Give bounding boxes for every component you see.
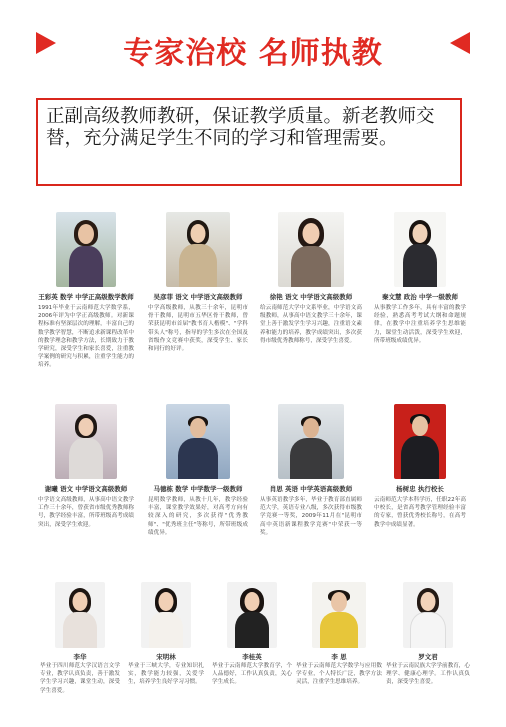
teacher-photo	[55, 404, 117, 479]
teacher-name: 李 思	[331, 653, 347, 661]
teacher-card	[372, 212, 468, 382]
teacher-name: 王彩英 数学 中学正高级数学教师	[38, 293, 134, 301]
teacher-desc: 给云南师范大学中文系毕业，中学语文高级教师，从事高中语文教学三十余年，课堂上善于激发学生学习兴趣，注重语文素养和能力的培养，教学成绩突出，多次获得市级优秀教师称号，深受学生喜爱。	[260, 305, 362, 344]
teacher-desc: 毕业于三峡大学，专业知识扎实，教学能力较强，关爱学生，培养学生良好学习习惯。	[128, 663, 204, 686]
teacher-desc: 中学高级教师，从教三十余年，昆明市骨干教师，昆明市五华区骨干教师，曾荣获昆明市首届"教书育人楷模"、"学科带头人"称号，指导的学生多次在全国及省级作文竞赛中获奖，深受学生、家长和同行的好评。	[148, 305, 248, 353]
teacher-card	[296, 582, 382, 722]
teacher-card	[258, 212, 364, 382]
teacher-photo	[394, 212, 446, 287]
teacher-name: 秦文慧 政治 中学一级教师	[381, 293, 459, 301]
intro-text: 正副高级教师教研，保证教学质量。新老教师交替，充分满足学生不同的学习和管理需要。	[46, 106, 435, 149]
teacher-card	[36, 212, 136, 382]
teacher-desc: 1991年毕业于云南师范大学数学系，2006年评为中学正高级教师。对新课程标准有坚深层次的理解，丰富自己的数学教学智慧，不断追求新课程改革中的教学理念和教学方法，长期致力于教学研究，深受学生和家长喜爱，注重教学案例的研究与积累，注重学生能力的培养。	[38, 305, 134, 369]
teacher-photo	[312, 582, 366, 648]
teacher-card	[128, 582, 204, 722]
teacher-card	[146, 404, 250, 574]
teacher-card	[40, 582, 120, 722]
teacher-card	[372, 404, 468, 574]
teacher-name: 谢曦 语文 中学语文高级教师	[44, 485, 128, 493]
teacher-photo	[278, 212, 344, 287]
teacher-desc: 从事教学工作多年，具有丰富的教学经验，熟悉高考考试大纲和命题规律，在教学中注重培养学生思维能力，课堂生动活泼，深受学生欢迎，所带班级成绩优异。	[374, 305, 466, 344]
teacher-photo	[56, 212, 116, 287]
teacher-name: 李桂英	[242, 653, 262, 661]
teacher-photo	[166, 404, 230, 479]
teacher-photo	[278, 404, 344, 479]
teacher-name: 肖思 英语 中学英语高级教师	[269, 485, 353, 493]
teacher-desc: 昆明数学教师，从教十几年，教学经验丰富，课堂教学效果好，对高考方向有较深入的研究，多次获得"优秀教师"、"优秀班主任"等称号，所带班级成绩优异。	[148, 497, 248, 536]
teacher-card	[212, 582, 292, 722]
teacher-name: 马德栋 数学 中学数学一级教师	[153, 485, 243, 493]
teacher-photo	[55, 582, 105, 648]
teacher-name: 吴彦菲 语文 中学语文高级教师	[153, 293, 243, 301]
teacher-photo	[227, 582, 277, 648]
teacher-card	[146, 212, 250, 382]
teacher-name: 宋明林	[156, 653, 176, 661]
teacher-desc: 中学语文高级教师，从事高中语文教学工作三十余年，曾获省市级优秀教师称号，教学经验丰富，所带班级高考成绩突出，深受学生欢迎。	[38, 497, 134, 528]
teacher-card	[36, 404, 136, 574]
teacher-desc: 毕业于云南师范大学教育学，个人品德好，工作认真负责，关心学生成长。	[212, 663, 292, 686]
teacher-name: 李华	[73, 653, 87, 661]
teacher-desc: 毕业于四川师范大学汉语言文学专业，教学认真负责，善于激发学生学习兴趣，课堂生动，深受学生喜爱。	[40, 663, 120, 694]
teacher-photo	[403, 582, 453, 648]
teacher-desc: 从事英语教学多年，毕业于教育部直属师范大学，英语专业八级，多次获得市级教学竞赛一等奖，2009年11月在"昆明市高中英语新课程教学竞赛"中荣获一等奖。	[260, 497, 362, 536]
teacher-card	[386, 582, 470, 722]
teacher-photo	[394, 404, 446, 479]
title-bar	[0, 0, 506, 80]
teacher-name: 杨树忠 执行校长	[396, 485, 444, 493]
teacher-desc: 毕业于云南师范大学数学与应用数学专业，个人特长广泛，教学方法灵活，注重学生思维培养。	[296, 663, 382, 686]
teacher-desc: 云南师范大学本科学历，任职22年高中校长，是省高考教学管理经验丰富的专家，曾获优秀校长称号，在高考教学中成绩显著。	[374, 497, 466, 528]
teacher-name: 罗文君	[418, 653, 438, 661]
intro-box	[36, 98, 462, 186]
teacher-photo	[166, 212, 230, 287]
teacher-desc: 毕业于云南民族大学学前教育，心理学、健康心理学。工作认真负责，深受学生喜爱。	[386, 663, 470, 686]
teacher-photo	[141, 582, 191, 648]
teacher-card	[258, 404, 364, 574]
page-title: 专家治校 名师执教	[123, 36, 383, 71]
right-triangle-icon	[450, 32, 470, 54]
teacher-name: 徐艳 语文 中学语文高级教师	[269, 293, 353, 301]
